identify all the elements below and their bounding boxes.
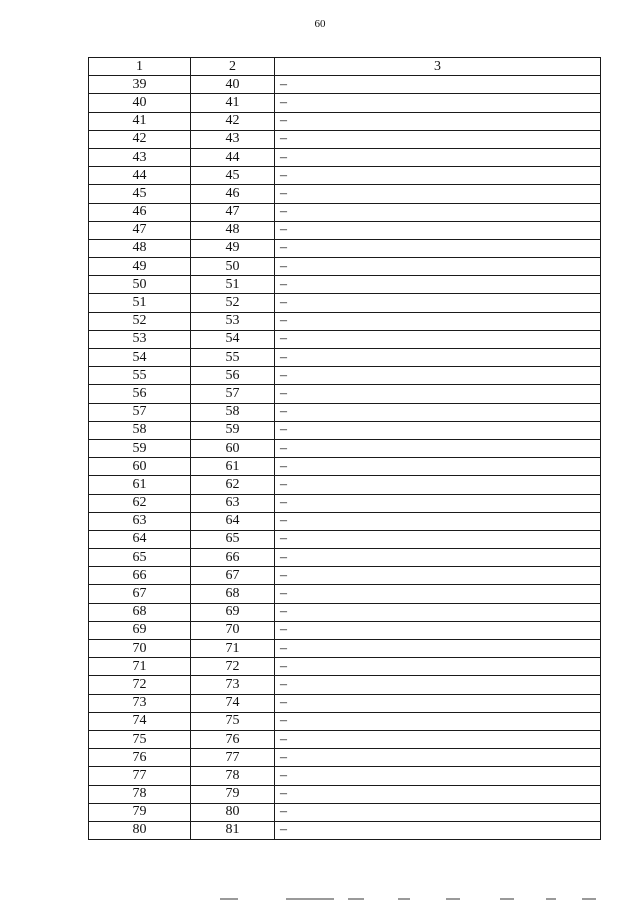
table-cell-col-1: 78: [89, 785, 191, 803]
table-cell-col-3: –: [275, 258, 601, 276]
table-cell-col-3: –: [275, 239, 601, 257]
table-row: [89, 112, 601, 130]
table-row: [89, 367, 601, 385]
table-row: [89, 567, 601, 585]
table-cell-col-2: 61: [191, 458, 275, 476]
table-cell-col-3: –: [275, 694, 601, 712]
table-cell-col-3: –: [275, 749, 601, 767]
table-cell-col-1: 71: [89, 658, 191, 676]
table-cell-col-1: 77: [89, 767, 191, 785]
table-cell-col-1: 74: [89, 712, 191, 730]
table-cell-col-3: –: [275, 730, 601, 748]
table-row: [89, 185, 601, 203]
table-cell-col-3: –: [275, 130, 601, 148]
table-row: [89, 403, 601, 421]
column-header-1: 1: [89, 58, 191, 76]
table-row: [89, 749, 601, 767]
table-cell-col-2: 64: [191, 512, 275, 530]
table-cell-col-3: –: [275, 767, 601, 785]
table-row: [89, 258, 601, 276]
table-row: [89, 821, 601, 839]
table-cell-col-3: –: [275, 658, 601, 676]
table-cell-col-1: 50: [89, 276, 191, 294]
table-row: [89, 239, 601, 257]
table-cell-col-2: 71: [191, 640, 275, 658]
table-cell-col-2: 63: [191, 494, 275, 512]
table-cell-col-2: 70: [191, 621, 275, 639]
table-cell-col-2: 49: [191, 239, 275, 257]
table-cell-col-1: 51: [89, 294, 191, 312]
table-row: [89, 94, 601, 112]
table-row: [89, 312, 601, 330]
table-row: [89, 603, 601, 621]
table-cell-col-3: –: [275, 712, 601, 730]
table-cell-col-3: –: [275, 403, 601, 421]
table-cell-col-3: –: [275, 367, 601, 385]
table-cell-col-1: 56: [89, 385, 191, 403]
table-row: [89, 512, 601, 530]
table-body: [89, 76, 601, 840]
table-cell-col-2: 60: [191, 439, 275, 457]
table-cell-col-1: 59: [89, 439, 191, 457]
table-cell-col-1: 72: [89, 676, 191, 694]
table-cell-col-3: –: [275, 621, 601, 639]
table-cell-col-1: 55: [89, 367, 191, 385]
table-cell-col-3: –: [275, 585, 601, 603]
table-cell-col-3: –: [275, 567, 601, 585]
table-cell-col-3: –: [275, 785, 601, 803]
table-cell-col-1: 39: [89, 76, 191, 94]
data-table: [88, 57, 601, 840]
footer-mark: [220, 898, 238, 900]
table-cell-col-2: 75: [191, 712, 275, 730]
table-cell-col-2: 46: [191, 185, 275, 203]
table-cell-col-3: –: [275, 94, 601, 112]
table-cell-col-2: 48: [191, 221, 275, 239]
table-cell-col-1: 66: [89, 567, 191, 585]
table-cell-col-3: –: [275, 148, 601, 166]
table-cell-col-2: 79: [191, 785, 275, 803]
table-cell-col-2: 47: [191, 203, 275, 221]
table-cell-col-1: 79: [89, 803, 191, 821]
table-row: [89, 530, 601, 548]
table-row: [89, 767, 601, 785]
table-row: [89, 712, 601, 730]
table-row: [89, 439, 601, 457]
table-row: [89, 585, 601, 603]
table-cell-col-2: 59: [191, 421, 275, 439]
table-cell-col-2: 74: [191, 694, 275, 712]
table-cell-col-1: 80: [89, 821, 191, 839]
table-cell-col-2: 68: [191, 585, 275, 603]
table-cell-col-2: 76: [191, 730, 275, 748]
table-cell-col-3: –: [275, 821, 601, 839]
table-cell-col-1: 44: [89, 167, 191, 185]
table-cell-col-3: –: [275, 349, 601, 367]
table-cell-col-2: 73: [191, 676, 275, 694]
table-cell-col-1: 73: [89, 694, 191, 712]
table-cell-col-1: 46: [89, 203, 191, 221]
table-row: [89, 421, 601, 439]
footer-mark: [398, 898, 410, 900]
table-cell-col-1: 54: [89, 349, 191, 367]
table-cell-col-3: –: [275, 294, 601, 312]
footer-mark: [500, 898, 514, 900]
table-header-row: [89, 58, 601, 76]
table-cell-col-3: –: [275, 439, 601, 457]
table-row: [89, 76, 601, 94]
table-cell-col-3: –: [275, 76, 601, 94]
table-cell-col-3: –: [275, 185, 601, 203]
table-cell-col-3: –: [275, 530, 601, 548]
column-header-3: 3: [275, 58, 601, 76]
table-cell-col-2: 62: [191, 476, 275, 494]
table-row: [89, 330, 601, 348]
table-row: [89, 167, 601, 185]
table-cell-col-1: 40: [89, 94, 191, 112]
table-cell-col-3: –: [275, 203, 601, 221]
table-cell-col-2: 65: [191, 530, 275, 548]
table-cell-col-3: –: [275, 549, 601, 567]
table-cell-col-3: –: [275, 512, 601, 530]
table-cell-col-2: 77: [191, 749, 275, 767]
table-cell-col-3: –: [275, 112, 601, 130]
table-row: [89, 476, 601, 494]
table-cell-col-2: 81: [191, 821, 275, 839]
table-cell-col-1: 45: [89, 185, 191, 203]
table-row: [89, 148, 601, 166]
table-cell-col-3: –: [275, 312, 601, 330]
table-cell-col-2: 57: [191, 385, 275, 403]
table-cell-col-1: 70: [89, 640, 191, 658]
table-cell-col-3: –: [275, 221, 601, 239]
table-row: [89, 694, 601, 712]
table-cell-col-2: 54: [191, 330, 275, 348]
table-row: [89, 494, 601, 512]
table-cell-col-2: 42: [191, 112, 275, 130]
table-cell-col-1: 76: [89, 749, 191, 767]
table-cell-col-3: –: [275, 276, 601, 294]
table-cell-col-1: 64: [89, 530, 191, 548]
table-cell-col-2: 56: [191, 367, 275, 385]
table-cell-col-2: 78: [191, 767, 275, 785]
data-table-container: [88, 57, 600, 840]
table-row: [89, 658, 601, 676]
table-cell-col-2: 69: [191, 603, 275, 621]
table-cell-col-3: –: [275, 603, 601, 621]
table-cell-col-1: 57: [89, 403, 191, 421]
column-header-2: 2: [191, 58, 275, 76]
table-cell-col-1: 63: [89, 512, 191, 530]
table-cell-col-1: 42: [89, 130, 191, 148]
table-cell-col-2: 55: [191, 349, 275, 367]
table-cell-col-1: 43: [89, 148, 191, 166]
footer-mark: [446, 898, 460, 900]
table-cell-col-2: 58: [191, 403, 275, 421]
footer-mark: [286, 898, 334, 900]
table-cell-col-1: 69: [89, 621, 191, 639]
table-row: [89, 676, 601, 694]
table-cell-col-1: 61: [89, 476, 191, 494]
table-row: [89, 385, 601, 403]
table-row: [89, 130, 601, 148]
table-row: [89, 785, 601, 803]
table-cell-col-1: 41: [89, 112, 191, 130]
table-row: [89, 621, 601, 639]
table-cell-col-2: 66: [191, 549, 275, 567]
table-cell-col-3: –: [275, 330, 601, 348]
footer-mark: [348, 898, 364, 900]
table-row: [89, 276, 601, 294]
table-cell-col-2: 51: [191, 276, 275, 294]
table-cell-col-1: 65: [89, 549, 191, 567]
table-cell-col-2: 41: [191, 94, 275, 112]
table-cell-col-3: –: [275, 167, 601, 185]
table-row: [89, 803, 601, 821]
table-cell-col-2: 50: [191, 258, 275, 276]
table-cell-col-2: 45: [191, 167, 275, 185]
table-row: [89, 458, 601, 476]
table-cell-col-2: 72: [191, 658, 275, 676]
table-cell-col-1: 67: [89, 585, 191, 603]
table-cell-col-3: –: [275, 476, 601, 494]
table-cell-col-3: –: [275, 458, 601, 476]
table-cell-col-1: 47: [89, 221, 191, 239]
table-cell-col-2: 80: [191, 803, 275, 821]
table-cell-col-3: –: [275, 421, 601, 439]
table-cell-col-3: –: [275, 676, 601, 694]
footer-scan-artifacts: [220, 898, 620, 902]
table-cell-col-1: 58: [89, 421, 191, 439]
table-cell-col-3: –: [275, 385, 601, 403]
table-row: [89, 549, 601, 567]
table-cell-col-1: 49: [89, 258, 191, 276]
table-cell-col-3: –: [275, 803, 601, 821]
table-cell-col-2: 40: [191, 76, 275, 94]
table-row: [89, 730, 601, 748]
table-cell-col-1: 52: [89, 312, 191, 330]
footer-mark: [582, 898, 596, 900]
footer-mark: [546, 898, 556, 900]
table-cell-col-1: 60: [89, 458, 191, 476]
table-row: [89, 294, 601, 312]
table-row: [89, 221, 601, 239]
table-row: [89, 349, 601, 367]
table-cell-col-1: 48: [89, 239, 191, 257]
page-number: 60: [314, 18, 326, 30]
table-cell-col-2: 52: [191, 294, 275, 312]
table-cell-col-2: 44: [191, 148, 275, 166]
table-cell-col-1: 68: [89, 603, 191, 621]
table-cell-col-1: 75: [89, 730, 191, 748]
table-cell-col-1: 62: [89, 494, 191, 512]
table-cell-col-2: 43: [191, 130, 275, 148]
table-cell-col-3: –: [275, 494, 601, 512]
table-row: [89, 203, 601, 221]
table-row: [89, 640, 601, 658]
table-cell-col-1: 53: [89, 330, 191, 348]
table-cell-col-2: 53: [191, 312, 275, 330]
table-cell-col-2: 67: [191, 567, 275, 585]
table-cell-col-3: –: [275, 640, 601, 658]
